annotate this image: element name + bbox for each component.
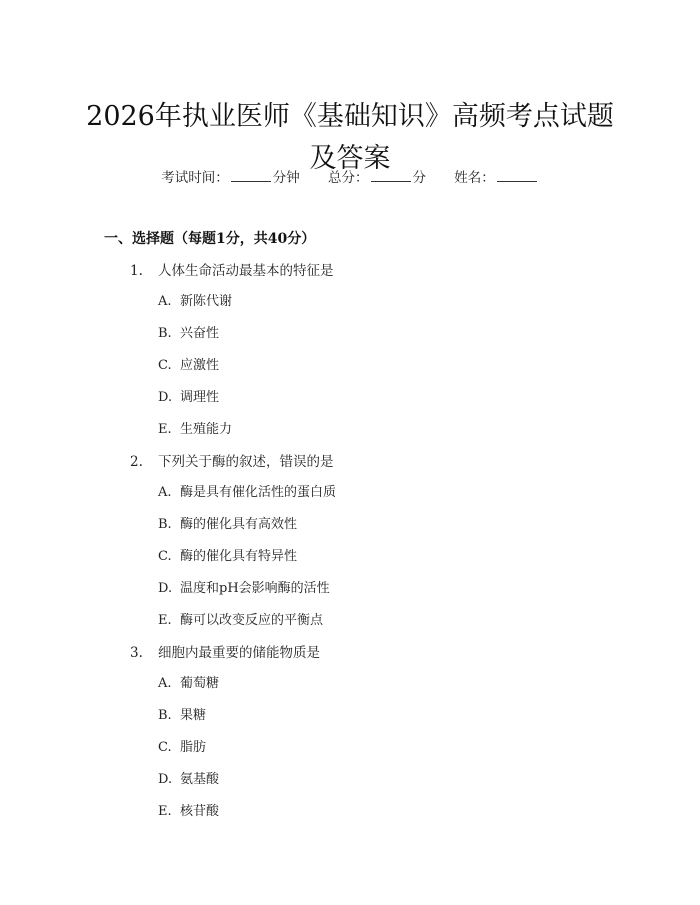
option-text: 核苷酸 [180, 804, 220, 819]
question-2-option-b [158, 515, 297, 535]
option-text: 兴奋性 [180, 326, 220, 341]
option-text: 酶可以改变反应的平衡点 [180, 613, 324, 628]
option-text: 温度和pH会影响酶的活性 [180, 581, 330, 596]
option-letter: D. [158, 390, 173, 405]
option-letter: E. [158, 422, 172, 437]
question-number: 1. [130, 263, 143, 279]
question-text: 下列关于酶的叙述，错误的是 [158, 454, 334, 470]
exam-time-label: 考试时间： [161, 170, 229, 186]
option-letter: B. [158, 708, 172, 723]
option-text: 生殖能力 [180, 422, 233, 437]
question-text: 细胞内最重要的储能物质是 [158, 645, 320, 661]
option-text: 酶的催化具有高效性 [180, 517, 298, 532]
option-letter: A. [158, 676, 172, 691]
option-text: 新陈代谢 [180, 294, 233, 309]
question-3-option-c [158, 738, 206, 758]
question-3-option-d [158, 770, 219, 790]
option-text: 葡萄糖 [180, 676, 220, 691]
question-number: 3. [130, 645, 143, 661]
option-text: 脂肪 [180, 740, 207, 755]
option-text: 酶的催化具有特异性 [180, 549, 298, 564]
title-line-2: 及答案 [309, 143, 391, 175]
question-1-option-e [158, 420, 232, 440]
question-2-option-d [158, 579, 330, 599]
total-score-unit: 分 [412, 170, 426, 186]
name-blank [497, 168, 537, 182]
question-number: 2. [130, 454, 143, 470]
option-letter: C. [158, 358, 172, 373]
option-letter: A. [158, 485, 172, 500]
total-score-label: 总分： [328, 170, 369, 186]
question-2-option-e [158, 611, 323, 631]
option-text: 酶是具有催化活性的蛋白质 [180, 485, 337, 500]
question-1-option-d [158, 388, 219, 408]
option-letter: C. [158, 549, 172, 564]
question-2-option-a [158, 483, 336, 503]
option-text: 应激性 [180, 358, 220, 373]
option-letter: E. [158, 804, 172, 819]
question-3 [130, 643, 320, 663]
option-letter: C. [158, 740, 172, 755]
title-line-1: 2026年执业医师《基础知识》高频考点试题 [86, 101, 614, 133]
option-letter: E. [158, 613, 172, 628]
option-letter: A. [158, 294, 172, 309]
option-letter: D. [158, 581, 173, 596]
exam-time-field [161, 168, 300, 188]
option-text: 调理性 [180, 390, 220, 405]
option-text: 果糖 [180, 708, 207, 723]
question-2 [130, 452, 334, 472]
exam-time-blank [231, 168, 271, 182]
option-text: 氨基酸 [180, 772, 220, 787]
option-letter: B. [158, 517, 172, 532]
question-3-option-a [158, 674, 219, 694]
question-1-option-b [158, 324, 219, 344]
total-score-field [328, 168, 426, 188]
total-score-blank [371, 168, 411, 182]
question-1-option-c [158, 356, 219, 376]
exam-time-unit: 分钟 [272, 170, 300, 186]
option-letter: B. [158, 326, 172, 341]
question-3-option-b [158, 706, 206, 726]
exam-meta [0, 168, 700, 188]
question-1-option-a [158, 292, 232, 312]
question-3-option-e [158, 802, 219, 822]
question-text: 人体生命活动最基本的特征是 [158, 263, 334, 279]
question-2-option-c [158, 547, 297, 567]
name-label: 姓名： [454, 170, 495, 186]
question-1 [130, 261, 334, 281]
name-field [454, 168, 539, 188]
option-letter: D. [158, 772, 173, 787]
section-title: 一、选择题（每题1分，共40分） [104, 231, 316, 247]
